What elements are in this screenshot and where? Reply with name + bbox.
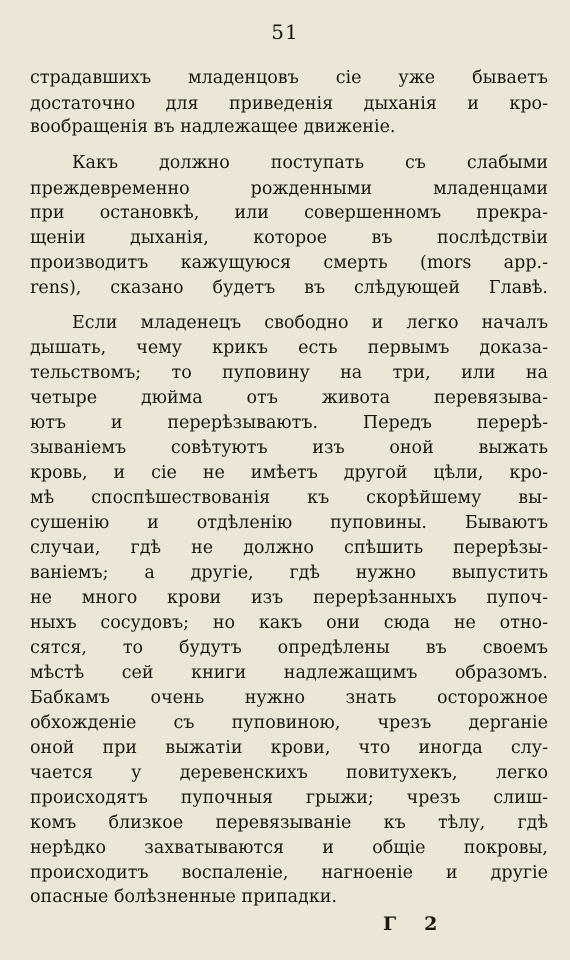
text-line: обхожденіе съ пуповиною, чрезъ дерганіе [30, 713, 548, 733]
text-line: четыре дюйма отъ живота перевязыва- [30, 388, 548, 408]
text-line: происходятъ пупочныя грыжи; чрезъ слиш- [30, 788, 548, 808]
text-line: Если младенецъ свободно и легко началъ [72, 313, 548, 333]
text-line: страдавшихъ младенцовъ сіе уже бываетъ [30, 68, 548, 88]
text-line: Бабкамъ очень нужно знать осторожное [30, 688, 548, 708]
text-line: тельствомъ; то пуповину на три, или на [30, 363, 548, 383]
text-line: вообращенія въ надлежащее движеніе. [30, 117, 396, 137]
signature-letter: Г [383, 913, 397, 935]
text-line: зываніемъ совѣтуютъ изъ оной выжать [30, 438, 548, 458]
text-line: не много крови изъ перерѣзанныхъ пупоч- [30, 588, 548, 608]
page-number: 51 [271, 20, 299, 44]
text-line: опасные болѣзненные припадки. [30, 887, 337, 907]
text-line: преждевременно рожденными младенцами [30, 179, 548, 199]
text-line: происходитъ воспаленіе, нагноеніе и другіе [30, 863, 548, 883]
text-line: при остановкѣ, или совершенномъ прекра- [30, 203, 548, 223]
text-line: ютъ и перерѣзываютъ. Передъ перерѣ- [30, 413, 548, 433]
text-line: кровь, и сіе не имѣетъ другой цѣли, кро- [30, 463, 548, 483]
text-line: щеніи дыханія, которое въ послѣдствіи [30, 228, 548, 248]
text-line: сятся, то будутъ опредѣлены въ своемъ [30, 638, 548, 658]
text-line: дышать, чему крикъ есть первымъ доказа- [30, 338, 548, 358]
text-line: случаи, гдѣ не должно спѣшить перерѣзы- [30, 538, 548, 558]
text-line: мѣстѣ сей книги надлежащимъ образомъ. [30, 663, 548, 683]
text-line: производитъ кажущуюся смерть (mors app.- [30, 253, 548, 273]
text-line: мѣ споспѣшествованія къ скорѣйшему вы- [30, 488, 548, 508]
text-line: оной при выжатіи крови, что иногда слу- [30, 738, 548, 758]
text-line: Какъ должно поступать съ слабыми [72, 153, 548, 173]
text-line: чается у деревенскихъ повитухекъ, легко [30, 763, 548, 783]
text-line: нерѣдко захватываются и общіе покровы, [30, 838, 548, 858]
printer-signature [383, 913, 437, 935]
text-line: rens), сказано будетъ въ слѣдующей Главѣ. [30, 278, 548, 298]
text-line: ныхъ сосудовъ; но какъ они сюда не отно- [30, 613, 548, 633]
text-line: сушенію и отдѣленію пуповины. Бываютъ [30, 513, 548, 533]
signature-number: 2 [424, 913, 438, 935]
text-line: комъ близкое перевязываніе къ тѣлу, гдѣ [30, 813, 548, 833]
text-line: достаточно для приведенія дыханія и кро- [30, 94, 548, 114]
text-line: ваніемъ; а другіе, гдѣ нужно выпустить [30, 563, 548, 583]
